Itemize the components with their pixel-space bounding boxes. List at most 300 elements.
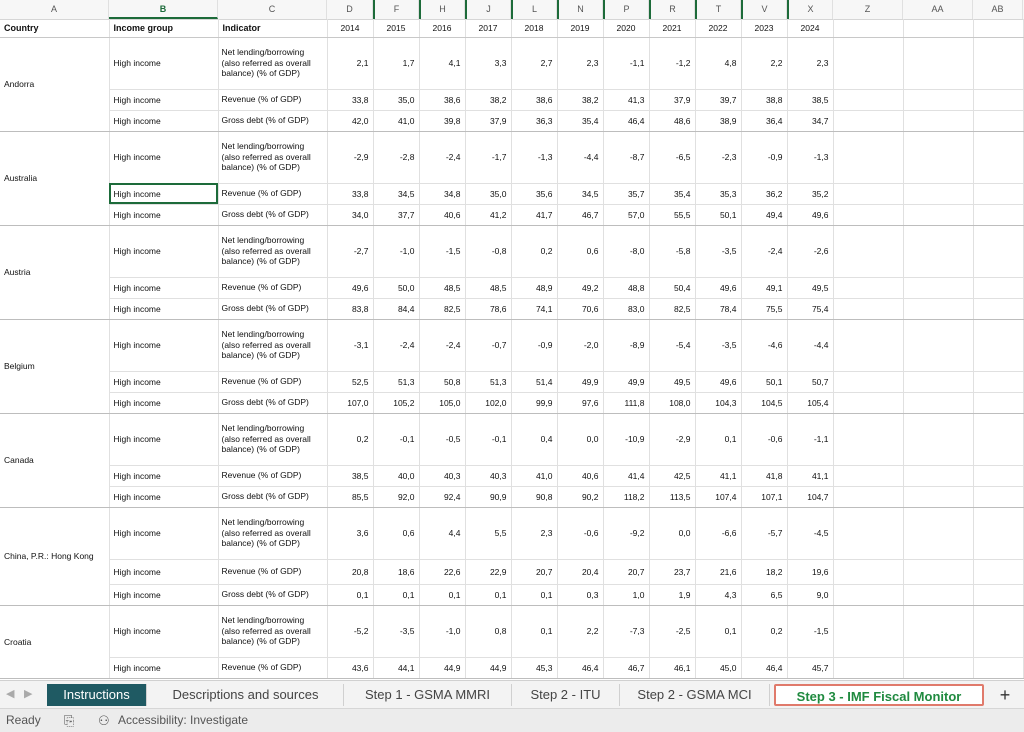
value-cell[interactable]: 44,9: [465, 657, 511, 678]
indicator-cell[interactable]: Gross debt (% of GDP): [218, 204, 327, 225]
value-cell[interactable]: 2,1: [327, 37, 373, 89]
empty-cell[interactable]: [903, 204, 973, 225]
value-cell[interactable]: -2,7: [327, 225, 373, 277]
income-group-cell[interactable]: High income: [109, 225, 218, 277]
value-cell[interactable]: 50,7: [787, 371, 833, 392]
value-cell[interactable]: 37,7: [373, 204, 419, 225]
value-cell[interactable]: -2,3: [695, 131, 741, 183]
value-cell[interactable]: 40,3: [419, 465, 465, 486]
value-cell[interactable]: 0,3: [557, 584, 603, 605]
value-cell[interactable]: -0,8: [465, 225, 511, 277]
header-indicator[interactable]: Indicator: [218, 19, 327, 37]
value-cell[interactable]: 46,4: [557, 657, 603, 678]
column-header-d[interactable]: D: [327, 0, 373, 19]
header-year[interactable]: 2023: [741, 19, 787, 37]
value-cell[interactable]: 105,0: [419, 392, 465, 413]
empty-cell[interactable]: [833, 605, 903, 657]
value-cell[interactable]: 85,5: [327, 486, 373, 507]
value-cell[interactable]: 0,1: [695, 605, 741, 657]
value-cell[interactable]: 107,1: [741, 486, 787, 507]
value-cell[interactable]: 83,0: [603, 298, 649, 319]
value-cell[interactable]: -1,1: [787, 413, 833, 465]
value-cell[interactable]: 40,6: [557, 465, 603, 486]
value-cell[interactable]: 38,6: [511, 89, 557, 110]
empty-cell[interactable]: [973, 559, 1023, 584]
header-year[interactable]: 2019: [557, 19, 603, 37]
value-cell[interactable]: 0,0: [649, 507, 695, 559]
indicator-cell[interactable]: Revenue (% of GDP): [218, 465, 327, 486]
value-cell[interactable]: -1,5: [419, 225, 465, 277]
value-cell[interactable]: 2,2: [741, 37, 787, 89]
value-cell[interactable]: 46,4: [603, 110, 649, 131]
header-year[interactable]: 2018: [511, 19, 557, 37]
data-table[interactable]: [0, 19, 1024, 679]
value-cell[interactable]: -1,0: [419, 605, 465, 657]
value-cell[interactable]: 18,6: [373, 559, 419, 584]
empty-cell[interactable]: [973, 371, 1023, 392]
value-cell[interactable]: 1,7: [373, 37, 419, 89]
scroll-right-icon[interactable]: ▶: [24, 688, 33, 700]
value-cell[interactable]: 75,5: [741, 298, 787, 319]
indicator-cell[interactable]: Net lending/borrowing (also referred as overall balance) (% of GDP): [218, 225, 327, 277]
header-year[interactable]: 2022: [695, 19, 741, 37]
value-cell[interactable]: 46,1: [649, 657, 695, 678]
value-cell[interactable]: 82,5: [419, 298, 465, 319]
empty-cell[interactable]: [903, 605, 973, 657]
indicator-cell[interactable]: Revenue (% of GDP): [218, 559, 327, 584]
value-cell[interactable]: -1,2: [649, 37, 695, 89]
value-cell[interactable]: -4,4: [557, 131, 603, 183]
value-cell[interactable]: 48,5: [419, 277, 465, 298]
column-header-t[interactable]: T: [695, 0, 741, 19]
value-cell[interactable]: 75,4: [787, 298, 833, 319]
value-cell[interactable]: 37,9: [649, 89, 695, 110]
value-cell[interactable]: 48,5: [465, 277, 511, 298]
empty-cell[interactable]: [973, 413, 1023, 465]
value-cell[interactable]: -5,2: [327, 605, 373, 657]
value-cell[interactable]: -0,5: [419, 413, 465, 465]
value-cell[interactable]: 41,0: [373, 110, 419, 131]
value-cell[interactable]: 40,0: [373, 465, 419, 486]
value-cell[interactable]: 1,9: [649, 584, 695, 605]
value-cell[interactable]: 35,6: [511, 183, 557, 204]
value-cell[interactable]: 35,4: [557, 110, 603, 131]
value-cell[interactable]: 20,7: [603, 559, 649, 584]
empty-cell[interactable]: [903, 584, 973, 605]
value-cell[interactable]: 5,5: [465, 507, 511, 559]
empty-cell[interactable]: [973, 225, 1023, 277]
empty-cell[interactable]: [833, 110, 903, 131]
income-group-cell[interactable]: High income: [109, 465, 218, 486]
value-cell[interactable]: 104,3: [695, 392, 741, 413]
column-header-r[interactable]: R: [649, 0, 695, 19]
value-cell[interactable]: -2,4: [741, 225, 787, 277]
value-cell[interactable]: 0,1: [327, 584, 373, 605]
value-cell[interactable]: 84,4: [373, 298, 419, 319]
empty-cell[interactable]: [973, 298, 1023, 319]
value-cell[interactable]: -0,6: [557, 507, 603, 559]
indicator-cell[interactable]: Revenue (% of GDP): [218, 657, 327, 678]
value-cell[interactable]: -1,3: [787, 131, 833, 183]
value-cell[interactable]: 102,0: [465, 392, 511, 413]
indicator-cell[interactable]: Revenue (% of GDP): [218, 371, 327, 392]
country-cell[interactable]: Canada: [0, 413, 109, 507]
column-header-ab[interactable]: AB: [973, 0, 1023, 19]
empty-cell[interactable]: [903, 507, 973, 559]
column-header-f[interactable]: F: [373, 0, 419, 19]
empty-cell[interactable]: [833, 131, 903, 183]
accessibility-status[interactable]: Accessibility: Investigate: [118, 713, 249, 727]
value-cell[interactable]: 51,3: [465, 371, 511, 392]
accessibility-icon[interactable]: ⚇: [98, 713, 110, 728]
value-cell[interactable]: 82,5: [649, 298, 695, 319]
value-cell[interactable]: 49,6: [327, 277, 373, 298]
empty-cell[interactable]: [833, 371, 903, 392]
empty-cell[interactable]: [973, 110, 1023, 131]
value-cell[interactable]: 3,3: [465, 37, 511, 89]
value-cell[interactable]: -0,1: [465, 413, 511, 465]
tab-step1-gsma-mmri[interactable]: Step 1 - GSMA MMRI: [344, 684, 512, 706]
value-cell[interactable]: 4,4: [419, 507, 465, 559]
value-cell[interactable]: 104,5: [741, 392, 787, 413]
value-cell[interactable]: 35,7: [603, 183, 649, 204]
value-cell[interactable]: 41,8: [741, 465, 787, 486]
income-group-cell[interactable]: High income: [109, 110, 218, 131]
value-cell[interactable]: 90,8: [511, 486, 557, 507]
value-cell[interactable]: -2,4: [419, 319, 465, 371]
value-cell[interactable]: 34,5: [557, 183, 603, 204]
value-cell[interactable]: 44,1: [373, 657, 419, 678]
value-cell[interactable]: 39,7: [695, 89, 741, 110]
value-cell[interactable]: 44,9: [419, 657, 465, 678]
value-cell[interactable]: 49,6: [695, 277, 741, 298]
value-cell[interactable]: 34,7: [787, 110, 833, 131]
value-cell[interactable]: 49,6: [695, 371, 741, 392]
empty-cell[interactable]: [833, 486, 903, 507]
value-cell[interactable]: 97,6: [557, 392, 603, 413]
value-cell[interactable]: 0,2: [511, 225, 557, 277]
value-cell[interactable]: 0,1: [373, 584, 419, 605]
value-cell[interactable]: 37,9: [465, 110, 511, 131]
value-cell[interactable]: 41,1: [695, 465, 741, 486]
value-cell[interactable]: 107,4: [695, 486, 741, 507]
value-cell[interactable]: 55,5: [649, 204, 695, 225]
value-cell[interactable]: 9,0: [787, 584, 833, 605]
indicator-cell[interactable]: Net lending/borrowing (also referred as overall balance) (% of GDP): [218, 413, 327, 465]
value-cell[interactable]: 20,8: [327, 559, 373, 584]
indicator-cell[interactable]: Gross debt (% of GDP): [218, 584, 327, 605]
value-cell[interactable]: 48,6: [649, 110, 695, 131]
column-header-z[interactable]: Z: [833, 0, 903, 19]
value-cell[interactable]: 33,8: [327, 183, 373, 204]
value-cell[interactable]: 104,7: [787, 486, 833, 507]
value-cell[interactable]: 48,8: [603, 277, 649, 298]
header-year[interactable]: 2017: [465, 19, 511, 37]
value-cell[interactable]: 46,7: [557, 204, 603, 225]
value-cell[interactable]: -5,7: [741, 507, 787, 559]
income-group-cell[interactable]: High income: [109, 277, 218, 298]
value-cell[interactable]: -4,5: [787, 507, 833, 559]
empty-cell[interactable]: [973, 37, 1023, 89]
value-cell[interactable]: 18,2: [741, 559, 787, 584]
indicator-cell[interactable]: Net lending/borrowing (also referred as overall balance) (% of GDP): [218, 131, 327, 183]
value-cell[interactable]: 92,0: [373, 486, 419, 507]
value-cell[interactable]: 99,9: [511, 392, 557, 413]
indicator-cell[interactable]: Net lending/borrowing (also referred as overall balance) (% of GDP): [218, 507, 327, 559]
value-cell[interactable]: -1,0: [373, 225, 419, 277]
empty-cell[interactable]: [833, 584, 903, 605]
empty-cell[interactable]: [973, 507, 1023, 559]
empty-cell[interactable]: [973, 605, 1023, 657]
empty-cell[interactable]: [973, 19, 1023, 37]
value-cell[interactable]: 33,8: [327, 89, 373, 110]
empty-cell[interactable]: [833, 19, 903, 37]
value-cell[interactable]: 35,3: [695, 183, 741, 204]
empty-cell[interactable]: [903, 131, 973, 183]
income-group-cell[interactable]: High income: [109, 371, 218, 392]
value-cell[interactable]: -8,0: [603, 225, 649, 277]
value-cell[interactable]: 50,8: [419, 371, 465, 392]
value-cell[interactable]: 0,1: [695, 413, 741, 465]
empty-cell[interactable]: [833, 225, 903, 277]
empty-cell[interactable]: [903, 559, 973, 584]
value-cell[interactable]: 22,9: [465, 559, 511, 584]
empty-cell[interactable]: [903, 413, 973, 465]
value-cell[interactable]: -3,1: [327, 319, 373, 371]
value-cell[interactable]: -0,9: [511, 319, 557, 371]
income-group-cell[interactable]: High income: [109, 37, 218, 89]
indicator-cell[interactable]: Gross debt (% of GDP): [218, 298, 327, 319]
value-cell[interactable]: 35,0: [373, 89, 419, 110]
indicator-cell[interactable]: Gross debt (% of GDP): [218, 110, 327, 131]
header-year[interactable]: 2016: [419, 19, 465, 37]
empty-cell[interactable]: [973, 204, 1023, 225]
income-group-cell[interactable]: High income: [109, 413, 218, 465]
header-year[interactable]: 2024: [787, 19, 833, 37]
value-cell[interactable]: 4,8: [695, 37, 741, 89]
value-cell[interactable]: 118,2: [603, 486, 649, 507]
macro-record-icon[interactable]: ⎘: [64, 713, 75, 728]
value-cell[interactable]: 0,1: [511, 605, 557, 657]
value-cell[interactable]: 49,9: [603, 371, 649, 392]
value-cell[interactable]: 39,8: [419, 110, 465, 131]
empty-cell[interactable]: [903, 225, 973, 277]
empty-cell[interactable]: [833, 183, 903, 204]
value-cell[interactable]: 49,1: [741, 277, 787, 298]
header-year[interactable]: 2014: [327, 19, 373, 37]
value-cell[interactable]: -6,5: [649, 131, 695, 183]
value-cell[interactable]: 22,6: [419, 559, 465, 584]
value-cell[interactable]: -8,7: [603, 131, 649, 183]
value-cell[interactable]: 57,0: [603, 204, 649, 225]
value-cell[interactable]: 49,4: [741, 204, 787, 225]
value-cell[interactable]: 41,7: [511, 204, 557, 225]
value-cell[interactable]: 50,1: [695, 204, 741, 225]
value-cell[interactable]: -1,5: [787, 605, 833, 657]
indicator-cell[interactable]: Revenue (% of GDP): [218, 183, 327, 204]
country-cell[interactable]: China, P.R.: Hong Kong: [0, 507, 109, 605]
value-cell[interactable]: -6,6: [695, 507, 741, 559]
empty-cell[interactable]: [903, 486, 973, 507]
value-cell[interactable]: 3,6: [327, 507, 373, 559]
value-cell[interactable]: 0,6: [373, 507, 419, 559]
value-cell[interactable]: -2,4: [373, 319, 419, 371]
empty-cell[interactable]: [973, 584, 1023, 605]
value-cell[interactable]: -3,5: [373, 605, 419, 657]
indicator-cell[interactable]: Gross debt (% of GDP): [218, 392, 327, 413]
value-cell[interactable]: -10,9: [603, 413, 649, 465]
value-cell[interactable]: -4,6: [741, 319, 787, 371]
value-cell[interactable]: -0,6: [741, 413, 787, 465]
header-country[interactable]: Country: [0, 19, 109, 37]
value-cell[interactable]: -2,9: [327, 131, 373, 183]
empty-cell[interactable]: [903, 89, 973, 110]
value-cell[interactable]: 34,8: [419, 183, 465, 204]
column-header-c[interactable]: C: [218, 0, 327, 19]
value-cell[interactable]: -9,2: [603, 507, 649, 559]
empty-cell[interactable]: [833, 89, 903, 110]
value-cell[interactable]: -1,7: [465, 131, 511, 183]
tab-step3-imf-fiscal-monitor[interactable]: Step 3 - IMF Fiscal Monitor: [774, 684, 984, 706]
value-cell[interactable]: 0,2: [741, 605, 787, 657]
income-group-cell[interactable]: High income: [109, 507, 218, 559]
value-cell[interactable]: 108,0: [649, 392, 695, 413]
empty-cell[interactable]: [973, 657, 1023, 678]
value-cell[interactable]: 49,5: [649, 371, 695, 392]
value-cell[interactable]: 19,6: [787, 559, 833, 584]
tab-instructions[interactable]: Instructions: [47, 684, 147, 706]
empty-cell[interactable]: [973, 183, 1023, 204]
empty-cell[interactable]: [903, 298, 973, 319]
empty-cell[interactable]: [833, 204, 903, 225]
empty-cell[interactable]: [903, 371, 973, 392]
column-header-aa[interactable]: AA: [903, 0, 973, 19]
value-cell[interactable]: 105,2: [373, 392, 419, 413]
column-header-v[interactable]: V: [741, 0, 787, 19]
value-cell[interactable]: -1,1: [603, 37, 649, 89]
column-header-j[interactable]: J: [465, 0, 511, 19]
value-cell[interactable]: 49,6: [787, 204, 833, 225]
value-cell[interactable]: 46,4: [741, 657, 787, 678]
value-cell[interactable]: 0,1: [465, 584, 511, 605]
value-cell[interactable]: 21,6: [695, 559, 741, 584]
tab-descriptions[interactable]: Descriptions and sources: [148, 684, 344, 706]
value-cell[interactable]: 105,4: [787, 392, 833, 413]
indicator-cell[interactable]: Gross debt (% of GDP): [218, 486, 327, 507]
value-cell[interactable]: -8,9: [603, 319, 649, 371]
indicator-cell[interactable]: Net lending/borrowing (also referred as overall balance) (% of GDP): [218, 319, 327, 371]
value-cell[interactable]: 49,2: [557, 277, 603, 298]
value-cell[interactable]: 38,2: [465, 89, 511, 110]
value-cell[interactable]: 45,0: [695, 657, 741, 678]
value-cell[interactable]: 50,0: [373, 277, 419, 298]
empty-cell[interactable]: [903, 277, 973, 298]
value-cell[interactable]: 70,6: [557, 298, 603, 319]
value-cell[interactable]: 51,4: [511, 371, 557, 392]
value-cell[interactable]: 36,2: [741, 183, 787, 204]
value-cell[interactable]: -2,5: [649, 605, 695, 657]
indicator-cell[interactable]: Net lending/borrowing (also referred as overall balance) (% of GDP): [218, 605, 327, 657]
value-cell[interactable]: -0,7: [465, 319, 511, 371]
country-cell[interactable]: Croatia: [0, 605, 109, 678]
income-group-cell[interactable]: High income: [109, 298, 218, 319]
value-cell[interactable]: 36,4: [741, 110, 787, 131]
empty-cell[interactable]: [833, 298, 903, 319]
income-group-cell[interactable]: High income: [109, 486, 218, 507]
value-cell[interactable]: 90,9: [465, 486, 511, 507]
value-cell[interactable]: 51,3: [373, 371, 419, 392]
value-cell[interactable]: 113,5: [649, 486, 695, 507]
empty-cell[interactable]: [833, 465, 903, 486]
value-cell[interactable]: 78,6: [465, 298, 511, 319]
value-cell[interactable]: 43,6: [327, 657, 373, 678]
empty-cell[interactable]: [903, 319, 973, 371]
value-cell[interactable]: 1,0: [603, 584, 649, 605]
empty-cell[interactable]: [833, 37, 903, 89]
value-cell[interactable]: 0,1: [511, 584, 557, 605]
empty-cell[interactable]: [973, 319, 1023, 371]
value-cell[interactable]: 107,0: [327, 392, 373, 413]
value-cell[interactable]: 111,8: [603, 392, 649, 413]
value-cell[interactable]: -2,0: [557, 319, 603, 371]
value-cell[interactable]: 0,4: [511, 413, 557, 465]
country-cell[interactable]: Andorra: [0, 37, 109, 131]
value-cell[interactable]: 2,3: [557, 37, 603, 89]
income-group-cell[interactable]: High income: [109, 89, 218, 110]
income-group-cell[interactable]: High income: [109, 605, 218, 657]
income-group-cell[interactable]: High income: [109, 392, 218, 413]
empty-cell[interactable]: [833, 507, 903, 559]
value-cell[interactable]: 83,8: [327, 298, 373, 319]
value-cell[interactable]: 50,4: [649, 277, 695, 298]
empty-cell[interactable]: [833, 392, 903, 413]
value-cell[interactable]: 35,4: [649, 183, 695, 204]
value-cell[interactable]: 6,5: [741, 584, 787, 605]
value-cell[interactable]: 2,3: [511, 507, 557, 559]
empty-cell[interactable]: [903, 392, 973, 413]
indicator-cell[interactable]: Revenue (% of GDP): [218, 89, 327, 110]
value-cell[interactable]: -3,5: [695, 319, 741, 371]
value-cell[interactable]: -2,6: [787, 225, 833, 277]
country-cell[interactable]: Belgium: [0, 319, 109, 413]
value-cell[interactable]: -3,5: [695, 225, 741, 277]
value-cell[interactable]: 35,2: [787, 183, 833, 204]
column-header-n[interactable]: N: [557, 0, 603, 19]
value-cell[interactable]: 41,1: [787, 465, 833, 486]
empty-cell[interactable]: [833, 277, 903, 298]
country-cell[interactable]: Austria: [0, 225, 109, 319]
value-cell[interactable]: 2,7: [511, 37, 557, 89]
value-cell[interactable]: -2,9: [649, 413, 695, 465]
value-cell[interactable]: 90,2: [557, 486, 603, 507]
value-cell[interactable]: 41,2: [465, 204, 511, 225]
empty-cell[interactable]: [903, 19, 973, 37]
value-cell[interactable]: 34,5: [373, 183, 419, 204]
value-cell[interactable]: 45,3: [511, 657, 557, 678]
income-group-cell[interactable]: High income: [109, 559, 218, 584]
value-cell[interactable]: 20,4: [557, 559, 603, 584]
indicator-cell[interactable]: Net lending/borrowing (also referred as overall balance) (% of GDP): [218, 37, 327, 89]
value-cell[interactable]: 38,6: [419, 89, 465, 110]
empty-cell[interactable]: [833, 559, 903, 584]
empty-cell[interactable]: [973, 277, 1023, 298]
empty-cell[interactable]: [973, 392, 1023, 413]
value-cell[interactable]: 0,0: [557, 413, 603, 465]
value-cell[interactable]: 35,0: [465, 183, 511, 204]
value-cell[interactable]: 42,5: [649, 465, 695, 486]
income-group-cell[interactable]: High income: [109, 204, 218, 225]
empty-cell[interactable]: [973, 486, 1023, 507]
